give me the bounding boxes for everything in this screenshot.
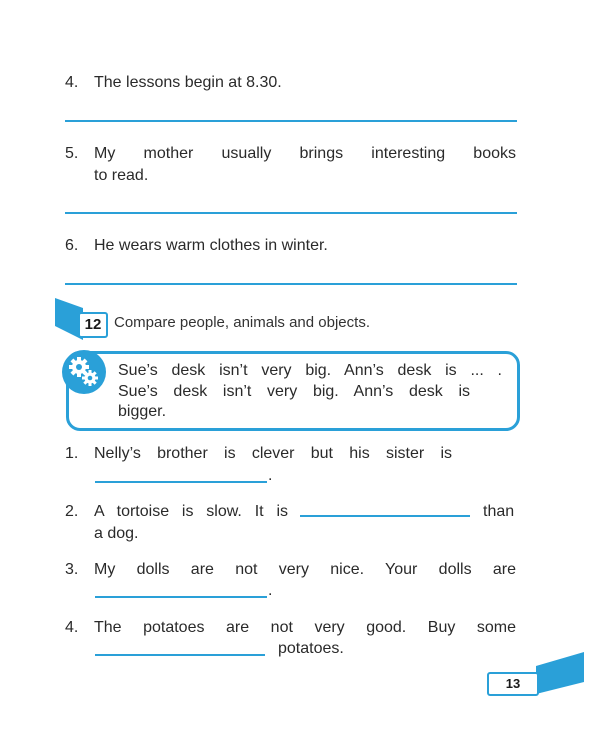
- item-number: 1.: [65, 445, 79, 462]
- item-text: He wears warm clothes in winter.: [94, 237, 328, 254]
- example-icon-circle: [62, 350, 106, 394]
- exercise-instruction: Compare people, animals and objects.: [114, 314, 370, 331]
- page-number: 13: [487, 672, 539, 696]
- item-number: 5.: [65, 145, 79, 162]
- item-text: My dolls are not very nice. Your dolls are: [94, 561, 516, 578]
- item-number: 4.: [65, 619, 79, 636]
- item-text: The potatoes are not very good. Buy some: [94, 619, 516, 636]
- example-line3: bigger.: [118, 403, 167, 420]
- item-text-before: A tortoise is slow. It is: [94, 503, 288, 520]
- answer-line[interactable]: [65, 283, 517, 285]
- page-corner-marker: [536, 652, 586, 694]
- answer-blank[interactable]: [95, 654, 265, 656]
- answer-blank[interactable]: [300, 515, 470, 517]
- answer-blank[interactable]: [95, 481, 267, 483]
- item-number: 4.: [65, 74, 79, 91]
- gears-icon: [62, 350, 106, 394]
- example-line1: Sue’s desk isn’t very big. Ann’s desk is ... .: [118, 362, 502, 379]
- item-period: .: [268, 467, 273, 484]
- answer-line[interactable]: [65, 212, 517, 214]
- exercise-number-badge: 12: [78, 312, 108, 338]
- item-number: 2.: [65, 503, 79, 520]
- item-number: 6.: [65, 237, 79, 254]
- item-number: 3.: [65, 561, 79, 578]
- item-text-line2: a dog.: [94, 525, 139, 542]
- answer-blank[interactable]: [95, 596, 267, 598]
- item-text: The lessons begin at 8.30.: [94, 74, 282, 91]
- item-period: .: [268, 582, 273, 599]
- answer-line[interactable]: [65, 120, 517, 122]
- item-text-line1: My mother usually brings interesting books: [94, 145, 516, 162]
- example-line2: Sue’s desk isn’t very big. Ann’s desk is: [118, 383, 470, 400]
- item-text-line2: to read.: [94, 167, 149, 184]
- item-text-after: than: [483, 503, 515, 520]
- item-text-after: potatoes.: [278, 640, 344, 657]
- item-text: Nelly’s brother is clever but his sister is: [94, 445, 452, 462]
